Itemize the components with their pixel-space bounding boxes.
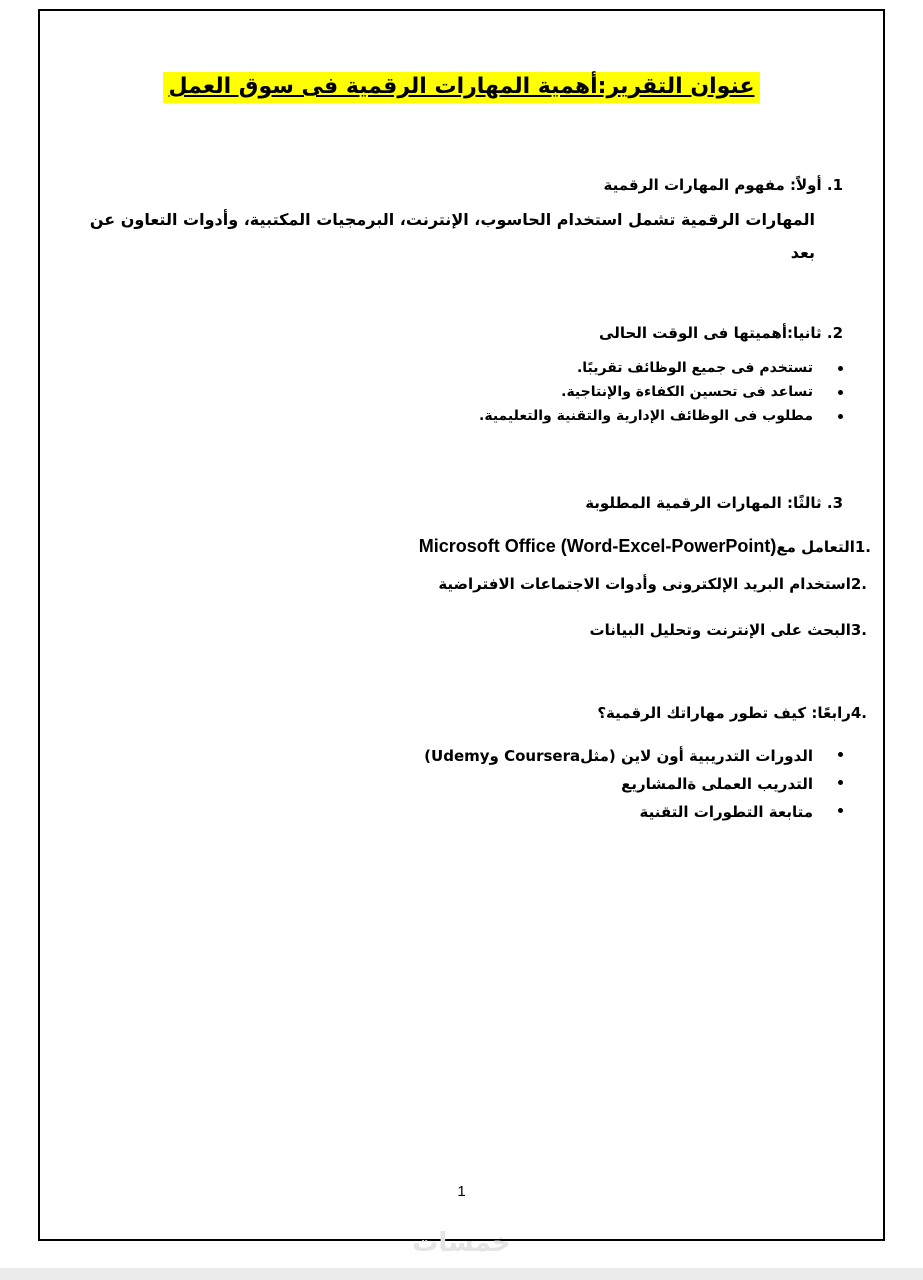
watermark-logo: خمسات <box>412 1228 511 1258</box>
section3-item-1-latin: (Word-Excel-PowerPoint) Microsoft Office <box>418 536 777 556</box>
section2-heading: 2. ثانيا:أهميتها فى الوقت الحالى <box>599 324 843 342</box>
report-title: عنوان التقرير:أهمية المهارات الرقمية فى سوق العمل <box>163 72 761 103</box>
bottom-bar <box>0 1268 923 1280</box>
section3-item-2: .2استخدام البريد الإلكترونى وأدوات الاجتماعات الافتراضية <box>438 575 867 593</box>
list-item: تساعد فى تحسين الكفاءة والإنتاجية. <box>479 380 843 404</box>
section3-item-1 <box>419 536 871 557</box>
section3-item-1-prefix: .1التعامل مع <box>776 538 871 556</box>
section3-item-3: .3البحث على الإنترنت وتحليل البيانات <box>589 621 867 639</box>
section4-heading: .4رابعًا: كيف تطور مهاراتك الرقمية؟ <box>597 704 867 722</box>
section1-text-line1: المهارات الرقمية تشمل استخدام الحاسوب، الإنترنت، البرمجيات المكتبية، وأدوات التعاون عن <box>89 210 815 229</box>
section1-heading: 1. أولاً: مفهوم المهارات الرقمية <box>603 176 843 194</box>
list-item: متابعة التطورات التقنية <box>424 798 843 826</box>
section4-bullet-list <box>424 742 843 826</box>
page-number: 1 <box>457 1183 466 1200</box>
section2-bullet-list <box>479 356 843 428</box>
list-item: التدريب العملى ةالمشاريع <box>424 770 843 798</box>
section3-heading: 3. ثالثًا: المهارات الرقمية المطلوبة <box>585 494 843 512</box>
section1-text-line2: بعد <box>790 243 815 262</box>
list-item: الدورات التدريبية أون لاين (مثلCoursera وUdemy) <box>424 742 843 770</box>
title-container <box>0 72 923 103</box>
list-item: تستخدم فى جميع الوظائف تقريبًا. <box>479 356 843 380</box>
list-item: مطلوب فى الوظائف الإدارية والتقنية والتعليمية. <box>479 404 843 428</box>
